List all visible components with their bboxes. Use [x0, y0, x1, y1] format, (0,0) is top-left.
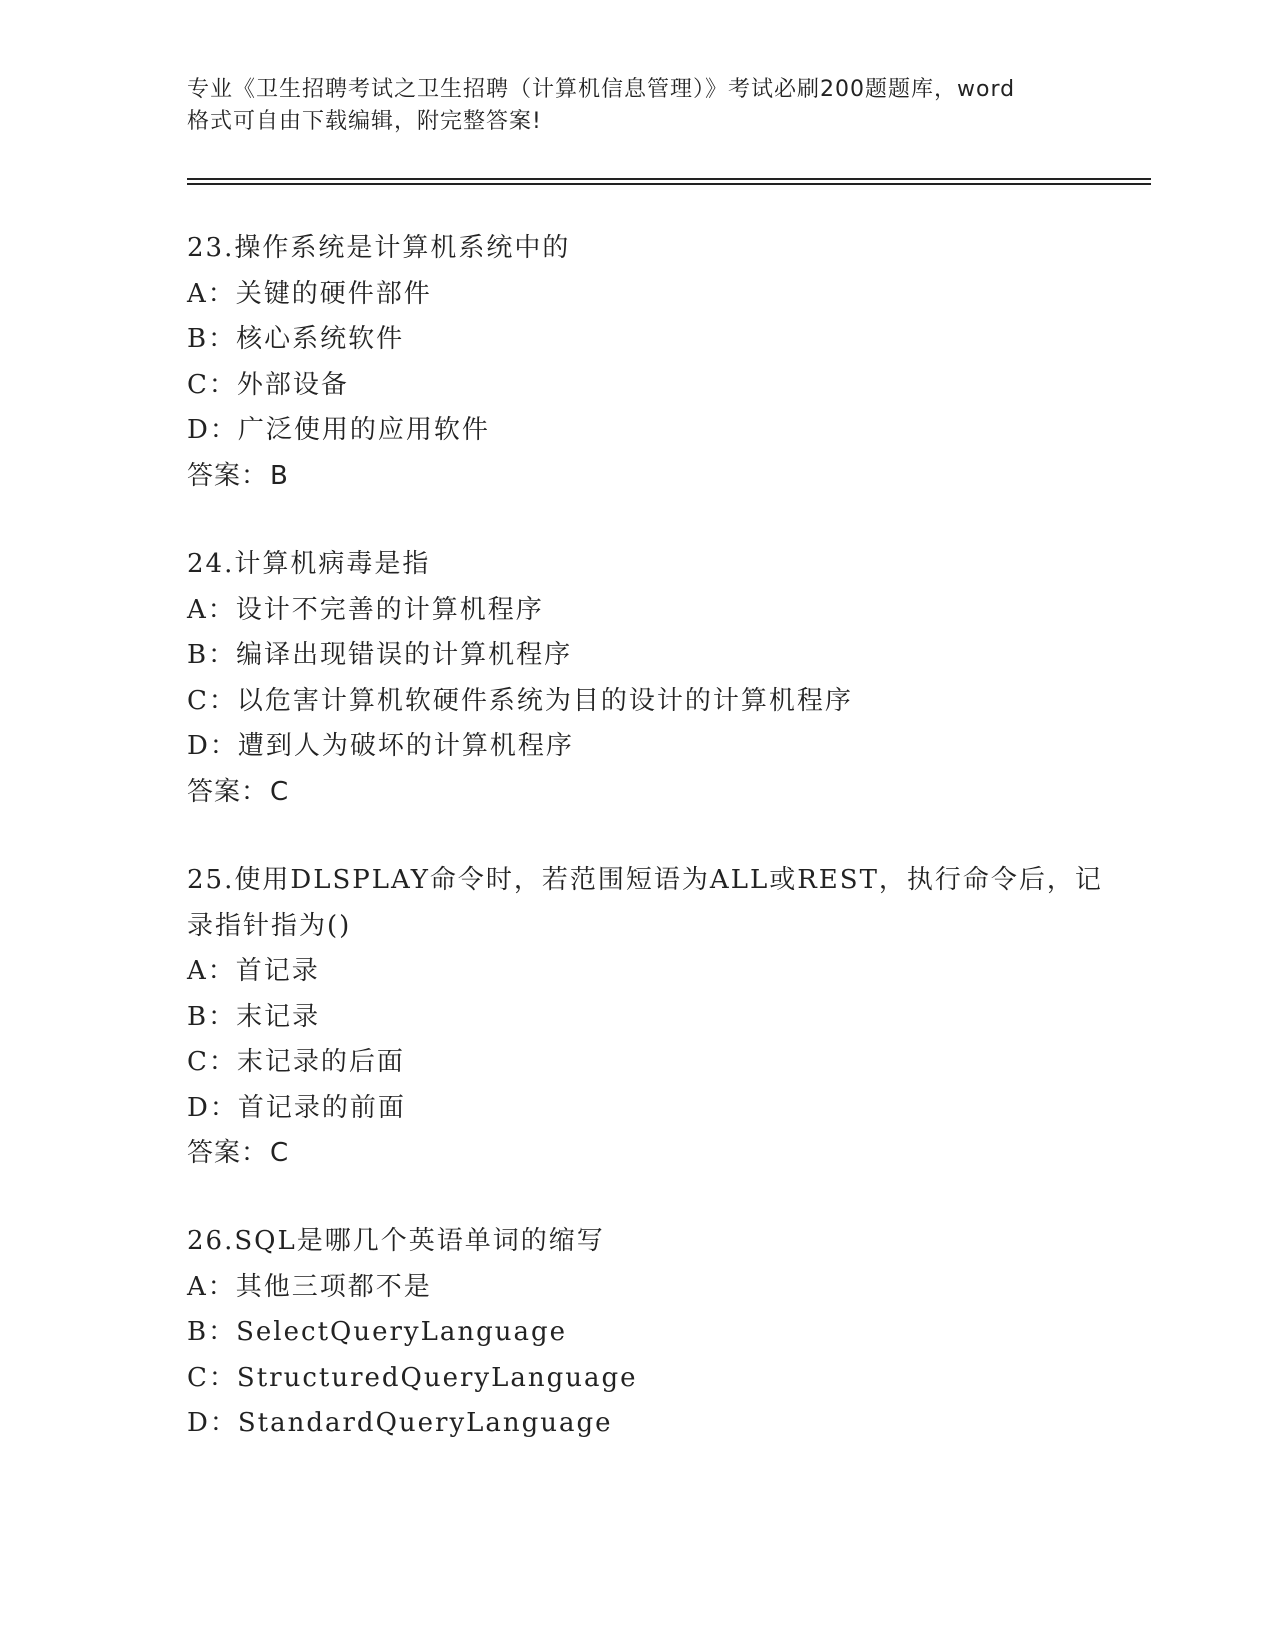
question-title: 25.使用DLSPLAY命令时，若范围短语为ALL或REST，执行命令后，记录指针指为(): [187, 865, 1103, 941]
option-a: A：设计不完善的计算机程序: [187, 594, 544, 625]
answer-label: 答案：: [187, 776, 269, 807]
option-d: D：StandardQueryLanguage: [187, 1408, 613, 1438]
option-d: D：广泛使用的应用软件: [187, 415, 490, 445]
answer-line: [187, 1131, 1107, 1177]
header-divider-bottom: [187, 183, 1151, 185]
answer-line: [187, 770, 1107, 816]
option-c: C：外部设备: [187, 369, 349, 400]
option-a: A：关键的硬件部件: [187, 278, 432, 309]
answer-value: C: [270, 1138, 290, 1168]
question-title: 23.操作系统是计算机系统中的: [187, 233, 571, 263]
option-b: B：末记录: [187, 1001, 321, 1032]
question-block-25: [187, 858, 1107, 1177]
option-a: A：首记录: [187, 956, 320, 986]
answer-label: 答案：: [187, 1138, 269, 1168]
header-line-1: 专业《卫生招聘考试之卫生招聘（计算机信息管理）》考试必刷200题题库，word: [187, 77, 1016, 102]
question-block-23: [187, 226, 1107, 499]
question-title: 24.计算机病毒是指: [187, 549, 431, 579]
answer-label: 答案：: [187, 460, 269, 491]
option-d: D：遭到人为破坏的计算机程序: [187, 731, 574, 761]
document-header: [187, 74, 1087, 138]
answer-value: B: [270, 460, 289, 491]
question-block-24: [187, 542, 1107, 815]
option-b: B：SelectQueryLanguage: [187, 1317, 568, 1347]
answer-value: C: [270, 776, 290, 807]
option-c: C：末记录的后面: [187, 1047, 405, 1077]
header-line-2: 格式可自由下载编辑，附完整答案!: [187, 109, 542, 134]
option-a: A：其他三项都不是: [187, 1271, 432, 1302]
header-divider-top: [187, 178, 1151, 180]
option-b: B：核心系统软件: [187, 324, 405, 354]
option-c: C：StructuredQueryLanguage: [187, 1362, 638, 1393]
answer-line: [187, 454, 1107, 500]
option-c: C：以危害计算机软硬件系统为目的设计的计算机程序: [187, 685, 853, 716]
question-block-26: [187, 1219, 1107, 1447]
option-b: B：编译出现错误的计算机程序: [187, 640, 573, 670]
option-d: D：首记录的前面: [187, 1092, 406, 1123]
question-title: 26.SQL是哪几个英语单词的缩写: [187, 1226, 605, 1256]
